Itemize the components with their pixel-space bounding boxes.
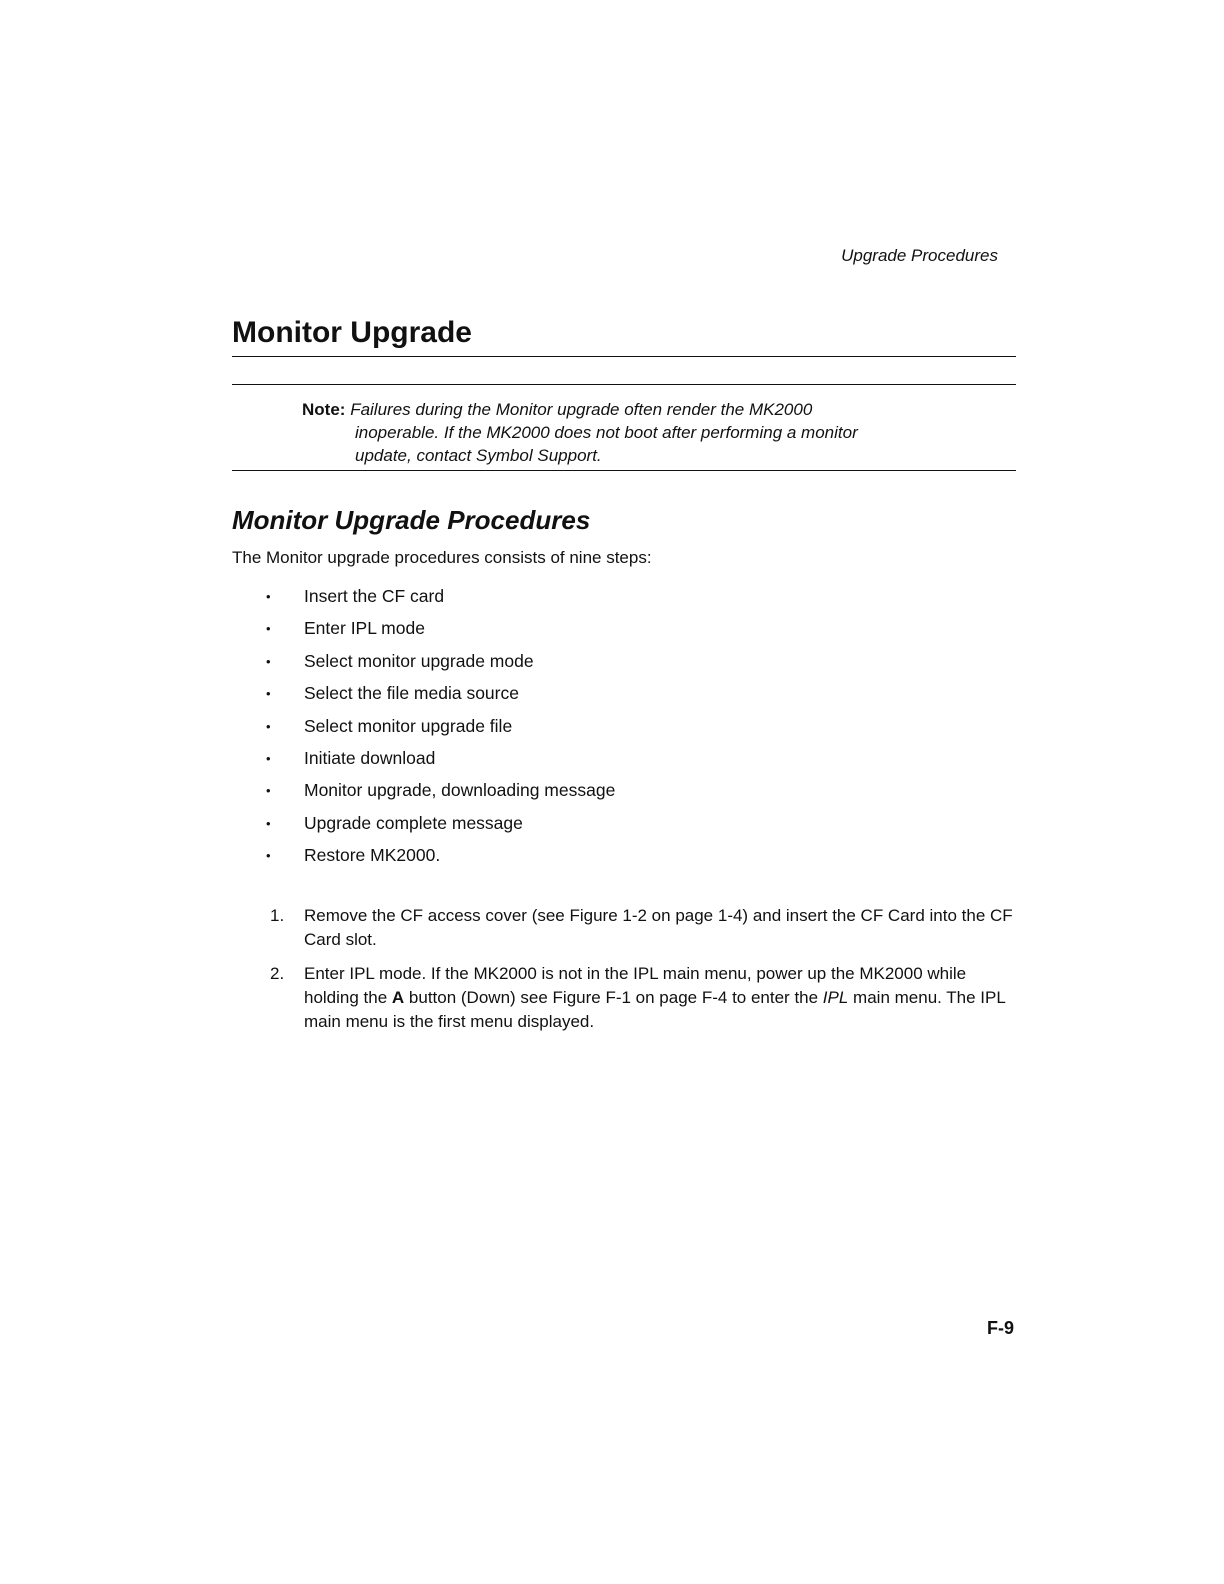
step-number: 1. — [270, 906, 285, 925]
list-item: • Insert the CF card — [266, 586, 615, 618]
note-line: inoperable. If the MK2000 does not boot after performing a monitor — [355, 423, 858, 442]
step-text-part: Enter IPL mode. If the MK2000 is not in the IPL main menu, power up the MK2000 while holding the — [304, 964, 967, 1007]
list-item: • Upgrade complete message — [266, 813, 615, 845]
step-item — [270, 962, 1020, 1034]
step-text-part: button (Down) see Figure F-1 on page F-4 to enter the — [404, 988, 823, 1007]
button-name-bold: A — [391, 988, 405, 1007]
list-item: • Monitor upgrade, downloading message — [266, 780, 615, 812]
note-box — [302, 398, 982, 467]
step-text: Remove the CF access cover (see Figure 1-2 on page 1-4) and insert the CF Card into the CF Card slot. — [304, 906, 1013, 949]
list-item: • Restore MK2000. — [266, 845, 615, 877]
step-number: 2. — [270, 964, 285, 983]
section-title-rule — [232, 356, 1016, 357]
section-title: Monitor Upgrade — [232, 316, 472, 349]
note-line: update, contact Symbol Support. — [355, 446, 602, 465]
step-text — [304, 962, 1020, 1034]
step-item — [270, 904, 1020, 952]
note-line: Failures during the Monitor upgrade often render the MK2000 — [350, 400, 813, 419]
note-label: Note: — [302, 400, 346, 419]
intro-paragraph: The Monitor upgrade procedures consists of nine steps: — [232, 548, 652, 567]
list-item: • Enter IPL mode — [266, 618, 615, 650]
list-item: • Initiate download — [266, 748, 615, 780]
list-item: • Select monitor upgrade file — [266, 716, 615, 748]
subsection-title: Monitor Upgrade Procedures — [232, 505, 591, 535]
list-item: • Select the file media source — [266, 683, 615, 715]
menu-name-italic: IPL — [822, 988, 849, 1007]
note-bottom-rule — [232, 470, 1016, 471]
running-header: Upgrade Procedures — [841, 246, 998, 265]
step-summary-list — [266, 586, 615, 878]
step-text-part: main menu. The IPL main menu is the first menu displayed. — [304, 988, 1006, 1031]
list-item: • Select monitor upgrade mode — [266, 651, 615, 683]
numbered-steps — [270, 904, 1020, 1044]
page-number: F-9 — [987, 1318, 1014, 1338]
note-top-rule — [232, 384, 1016, 385]
